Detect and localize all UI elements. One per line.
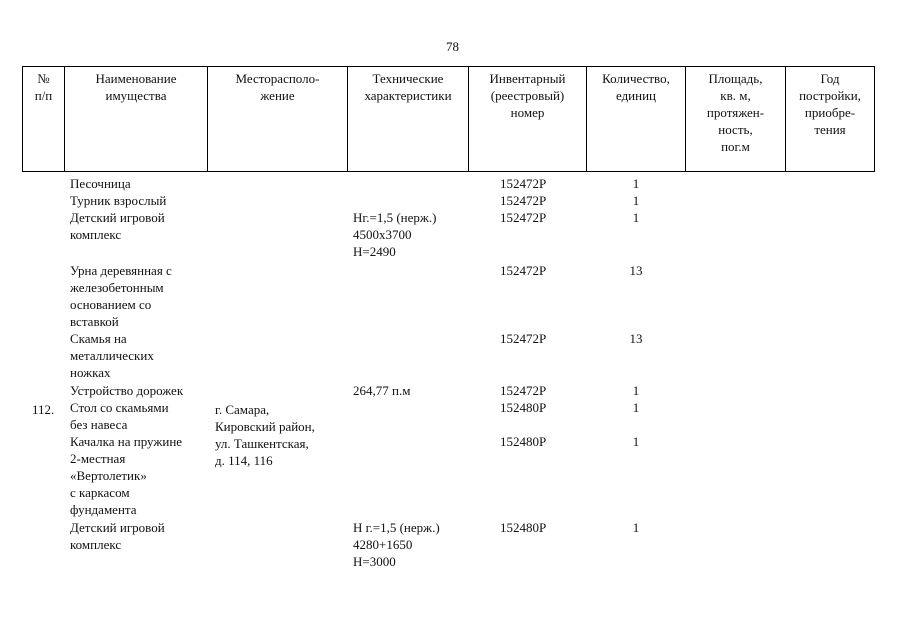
item-name: Турник взрослый	[70, 193, 167, 208]
item-inventory: 152472Р	[500, 383, 547, 398]
item-inventory: 152472Р	[500, 210, 547, 225]
table-header-bottom-border	[22, 171, 875, 172]
item-name: Устройство дорожек	[70, 383, 184, 398]
item-inventory: 152472Р	[500, 331, 547, 346]
header-quantity: Количество, единиц	[602, 71, 670, 103]
item-quantity: 13	[629, 331, 643, 346]
header-tech: Технические характеристики	[364, 71, 452, 103]
item-name: Стол со скамьями без навеса	[70, 400, 169, 432]
item-inventory: 152472Р	[500, 263, 547, 278]
item-name: Песочница	[70, 176, 131, 191]
table-top-border	[22, 66, 875, 67]
item-quantity: 1	[632, 434, 640, 449]
item-name: Качалка на пружине 2-местная «Вертолетик» с каркасом фундамента	[70, 434, 183, 517]
header-area: Площадь, кв. м, протяжен- ность, пог.м	[706, 71, 765, 154]
page-number: 78	[446, 39, 459, 54]
item-tech: Нг.=1,5 (нерж.) 4500х3700 Н=2490	[353, 210, 437, 259]
header-row-number: № п/п	[34, 71, 53, 103]
header-location: Месторасполо- жение	[235, 71, 320, 103]
item-name: Детский игровой комплекс	[70, 520, 165, 552]
item-name: Скамья на металлических ножках	[70, 331, 154, 380]
row-number: 112.	[32, 402, 55, 417]
item-quantity: 1	[632, 176, 640, 191]
item-quantity: 1	[632, 520, 640, 535]
item-inventory: 152472Р	[500, 193, 547, 208]
header-inventory: Инвентарный (реестровый) номер	[489, 71, 566, 120]
header-name: Наименование имущества	[95, 71, 177, 103]
item-name: Детский игровой комплекс	[70, 210, 165, 242]
item-tech: 264,77 п.м	[353, 383, 411, 398]
item-inventory: 152480Р	[500, 434, 547, 449]
header-year: Год постройки, приобре- тения	[799, 71, 861, 137]
item-quantity: 13	[629, 263, 643, 278]
item-name: Урна деревянная с железобетонным основанием со вставкой	[70, 263, 172, 329]
item-quantity: 1	[632, 193, 640, 208]
item-tech: Н г.=1,5 (нерж.) 4280+1650 Н=3000	[353, 520, 440, 569]
item-quantity: 1	[632, 400, 640, 415]
item-inventory: 152480Р	[500, 400, 547, 415]
location-cell: г. Самара, Кировский район, ул. Ташкентская, д. 114, 116	[215, 402, 315, 468]
item-quantity: 1	[632, 210, 640, 225]
item-inventory: 152472Р	[500, 176, 547, 191]
item-inventory: 152480Р	[500, 520, 547, 535]
item-quantity: 1	[632, 383, 640, 398]
